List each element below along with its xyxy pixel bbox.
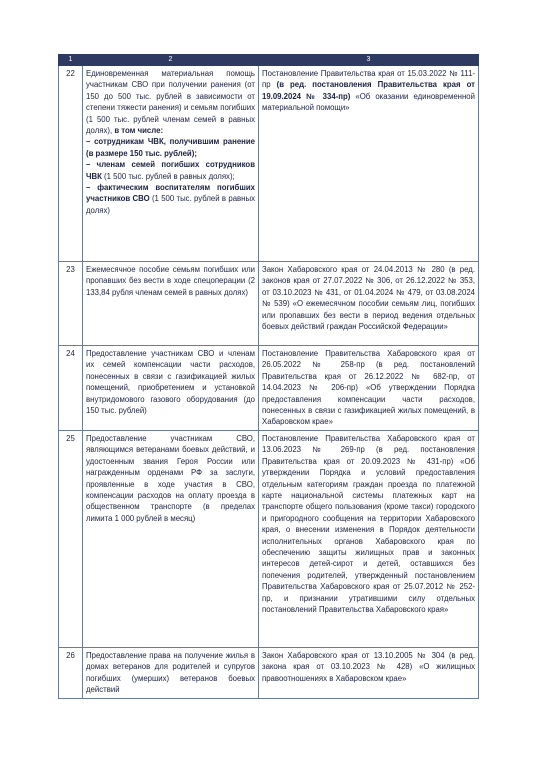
measure-cell: Ежемесячное пособие семьям погибших или пропавших без вести в ходе спецоперации (2 133,84 рубля членам семей в равных долях) [83, 262, 259, 346]
measure-subitem [86, 182, 255, 216]
basis-cell: Постановление Правительства Хабаровского края от 26.05.2022 № 258-пр (в ред. постановлений Правительства края от 26.12.2022 № 682-пр, от 14.04.2023 № 206-пр) «Об утверждении Порядка предоставления компенсации части расходов, понесенных в связи с газификацией жилых помещений, в Хабаровском крае» [259, 346, 479, 431]
row-number: 26 [59, 648, 83, 699]
basis-cell [259, 66, 479, 262]
measure-text: Единовременная материальная помощь участникам СВО при получении ранения (от 150 до 500 тыс. рублей в зависимости от степени тяжести ранения) и семьям погибших (1 500 тыс. рублей членам семей в равных долях), [86, 69, 255, 136]
basis-cell: Постановление Правительства Хабаровского края от 13.06.2023 № 269-пр (в ред. постановления Правительства края от 20.09.2023 № 431-пр) «Об утверждении Порядка и условий предоставления отдельным категориям граждан проезда по платежной карте национальной системы платежных карт на транспорте общего пользования (кроме такси) городского и пригородного сообщения на территории Хабаровского края, о внесении изменения в Порядок деятельности исполнительных органов Хабаровского края по обеспечению защиты жилищных прав и законных интересов детей-сирот и детей, оставшихся без попечения родителей, утвержденный постановлением Правительства Хабаровского края от 25.07.2012 № 252-пр, и признании утратившими силу отдельных постановлений Правительства Хабаровского края» [259, 431, 479, 648]
basis-text-bold: (в ред. постановления Правительства края от 19.09.2024 № 334-пр) [262, 80, 475, 101]
measure-text-bold: в том числе: [114, 126, 164, 136]
basis-text: «Об оказании единовременной материальной помощи» [262, 91, 475, 113]
row-number: 24 [59, 346, 83, 431]
measure-subitem [86, 159, 255, 182]
row-number: 25 [59, 431, 83, 648]
measure-cell [83, 66, 259, 262]
subitem-bold: – фактическим воспитателям погибших участников СВО [86, 183, 255, 204]
header-col-2: 2 [83, 55, 259, 66]
row-number: 22 [59, 66, 83, 262]
table-header [59, 55, 479, 66]
header-row [59, 55, 479, 66]
measures-table [58, 54, 479, 699]
basis-text: Постановление Правительства края от 15.03.2022 № 111-пр [262, 69, 475, 90]
table-row [59, 431, 479, 648]
subitem-bold: – членам семей погибших сотрудников ЧВК [86, 160, 255, 181]
document-page [58, 54, 478, 699]
measure-cell: Предоставление права на получение жилья в домах ветеранов для родителей и супругов погибших (умерших) ветеранов боевых действий [83, 648, 259, 699]
table-row [59, 346, 479, 431]
table-row [59, 648, 479, 699]
basis-cell: Закон Хабаровского края от 24.04.2013 № 280 (в ред. законов края от 27.07.2022 № 306, от 26.12.2022 № 353, от 03.10.2023 № 431, от 01.04.2024 № 479, от 03.08.2024 № 539) «О ежемесячном пособии семьям лиц, погибших или пропавших без вести в период ведения отдельных боевых действий граждан Российской Федерации» [259, 262, 479, 346]
header-col-3: 3 [259, 55, 479, 66]
subitem-text: (1 500 тыс. рублей в равных долях) [86, 194, 255, 215]
header-col-1: 1 [59, 55, 83, 66]
table-row [59, 262, 479, 346]
measure-cell: Предоставление участникам СВО, являющимся ветеранами боевых действий, и удостоенным звания Героя России или награжденным орденами РФ за заслуги, проявленные в ходе участия в СВО, компенсации расходов на оплату проезда в общественном транспорте (в пределах лимита 1 000 рублей в месяц) [83, 431, 259, 648]
measure-subitem [86, 136, 255, 159]
subitem-bold: – сотрудникам ЧВК, получившим ранение (в размере 150 тыс. рублей); [86, 137, 255, 158]
subitem-text: (1 500 тыс. рублей в равных долях); [101, 171, 235, 181]
basis-cell: Закон Хабаровского края от 13.10.2005 № 304 (в ред. закона края от 03.10.2023 № 428) «О жилищных правоотношениях в Хабаровском крае» [259, 648, 479, 699]
measure-cell: Предоставление участникам СВО и членам их семей компенсации части расходов, понесенных в связи с газификацией жилых помещений, приобретением и установкой внутридомового газового оборудования (до 150 тыс. рублей) [83, 346, 259, 431]
table-row [59, 66, 479, 262]
row-number: 23 [59, 262, 83, 346]
